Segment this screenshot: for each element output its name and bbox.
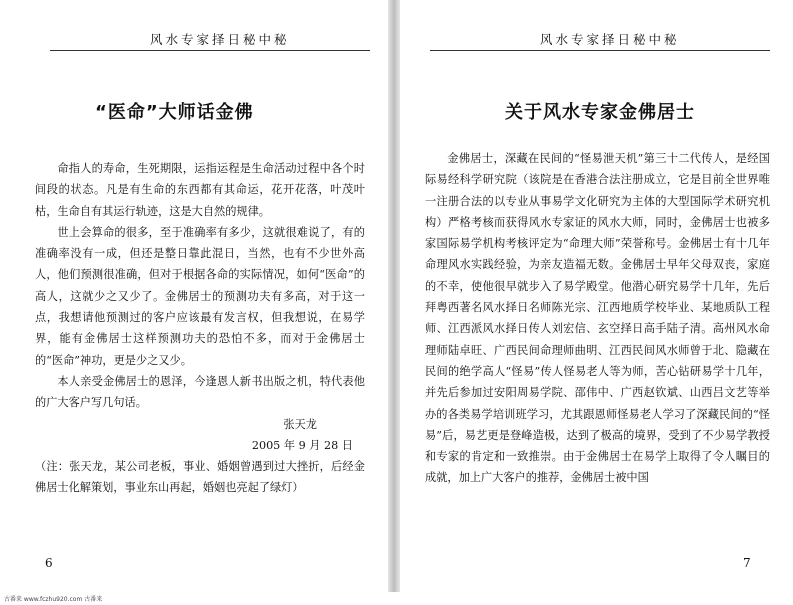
- body-text: [35, 158, 365, 499]
- header-rule: [430, 50, 770, 51]
- signature-date: 2005 年 9 月 28 日: [251, 438, 353, 452]
- footnote: （注：张天龙，某公司老板，事业、婚姻曾遇到过大挫折，后经金佛居士化解策划，事业东山再起，婚姻也亮起了绿灯）: [35, 460, 365, 495]
- chapter-title: 关于风水专家金佛居士: [505, 102, 695, 123]
- body-text: [425, 148, 770, 489]
- running-head: 风水专家择日秘中秘: [150, 32, 290, 47]
- chapter-title: “医命”大师话金佛: [95, 102, 254, 123]
- page-number: 7: [743, 556, 751, 570]
- right-page: [400, 0, 793, 592]
- paragraph: 金佛居士，深藏在民间的“怪易泄天机”第三十二代传人，是经国际易经科学研究院（该院是在香港合法注册成立，它是目前全世界唯一注册合法的以专业从事易学文化研究为主体的大型国际学术研究机构）严格考核而获得风水专家证的风水大师，同时，金佛居士也被多家国际易学机构考核评定为“命理大师”荣誉称号。金佛居士有十几年命理风水实践经验，为亲友造福无数。金佛居士早年父母双丧，家庭的不幸，使他很早就步入了易学殿堂。他潜心研究易学十几年，先后拜粤西著名风水择日名师陈光宗、江西地质学校毕业、某地质队工程师、江西派风水择日传人刘宏信、玄空择日高手陆子清。高州风水命理师陆卓旺、广西民间命理师曲明、江西民间风水师曾于北、隐藏在民间的绝学高人“怪易”传人怪易老人等为师，苦心钻研易学十几年，并先后参加过安阳周易学院、邵伟中、广西赵钦斌、山西吕文艺等举办的各类易学培训班学习，尤其跟恩师怪易老人学习了深藏民间的“怪易”后，易艺更是登峰造极，达到了极高的境界，受到了不少易学教授和专家的肯定和一致推崇。由于金佛居士在易学上取得了令人瞩目的成就，加上广大客户的推荐，金佛居士被中国: [425, 152, 770, 485]
- source-watermark: 古番来 www.fczhu920.com 古番来: [4, 596, 103, 603]
- paragraph: 命指人的寿命，生死期限，运指运程是生命活动过程中各个时间段的状态。凡是有生命的东西都有其命运，花开花落，叶茂叶枯，生命自有其运行轨迹，这是大自然的规律。: [35, 162, 365, 218]
- page-number: 6: [45, 556, 53, 570]
- paragraph: 世上会算命的很多，至于准确率有多少，这就很难说了，有的准确率没有一成，但还是整日靠此混日，当然，也有不少世外高人，他们预测很准确，但对于根据各命的实际情况，如何“医命”的高人，这就少之又少了。金佛居士的预测功夫有多高，对于这一点，我想请他预测过的客户应该最有发言权，但我想说，在易学界，能有金佛居士这样预测功夫的恐怕不多，而对于金佛居士的“医命”神功，更是少之又少。: [35, 225, 365, 367]
- left-page: [0, 0, 388, 592]
- header-rule: [50, 50, 370, 51]
- running-head: 风水专家择日秘中秘: [540, 32, 680, 47]
- paragraph: 本人亲受金佛居士的恩泽，今逢恩人新书出版之机，特代表他的广大客户写几句话。: [35, 374, 365, 410]
- book-gutter: [388, 0, 400, 592]
- signature: 张天龙: [283, 417, 317, 431]
